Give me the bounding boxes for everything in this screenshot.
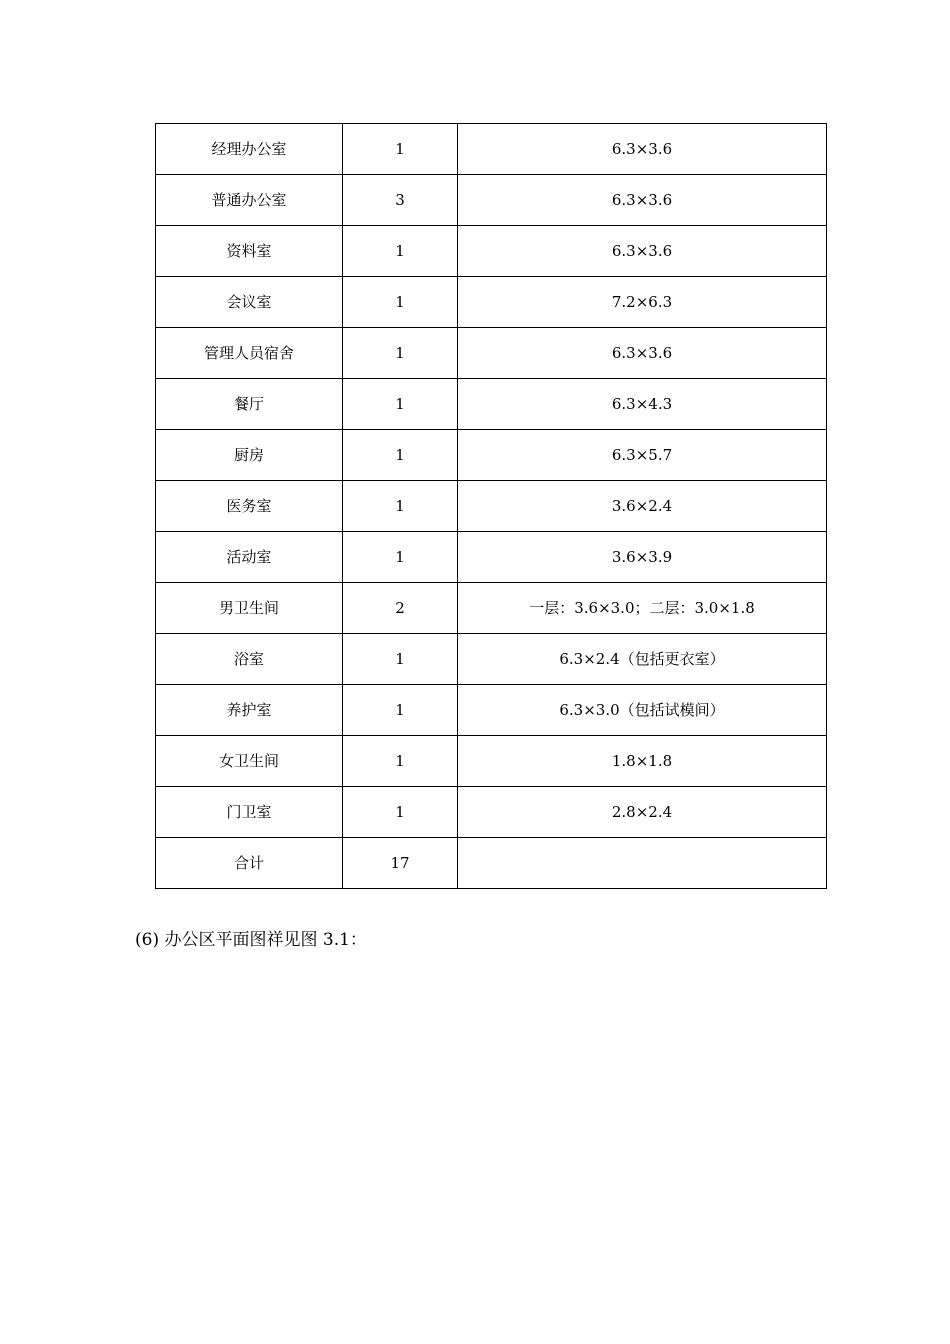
table-row [156,787,827,838]
table-row [156,583,827,634]
table-row [156,481,827,532]
table-row [156,124,827,175]
room-count-cell: 1 [343,328,458,379]
total-label-cell: 合计 [156,838,343,889]
room-name-cell: 医务室 [156,481,343,532]
room-size-cell: 2.8×2.4 [458,787,827,838]
room-name-cell: 普通办公室 [156,175,343,226]
section-caption: (6) 办公区平面图祥见图 3.1： [135,930,367,950]
table-row [156,685,827,736]
room-name-cell: 厨房 [156,430,343,481]
room-name-cell: 女卫生间 [156,736,343,787]
room-name-cell: 资料室 [156,226,343,277]
room-size-cell: 6.3×3.0（包括试模间） [458,685,827,736]
room-count-cell: 1 [343,226,458,277]
room-count-cell: 1 [343,379,458,430]
room-count-cell: 1 [343,532,458,583]
room-count-cell: 1 [343,430,458,481]
room-size-cell: 3.6×2.4 [458,481,827,532]
room-name-cell: 男卫生间 [156,583,343,634]
room-count-cell: 1 [343,685,458,736]
room-name-cell: 门卫室 [156,787,343,838]
room-size-cell: 3.6×3.9 [458,532,827,583]
room-name-cell: 经理办公室 [156,124,343,175]
room-name-cell: 养护室 [156,685,343,736]
room-count-cell: 1 [343,787,458,838]
table-row [156,430,827,481]
table-row [156,226,827,277]
room-size-cell: 7.2×6.3 [458,277,827,328]
room-size-cell: 6.3×4.3 [458,379,827,430]
room-table [155,123,827,889]
room-size-cell: 1.8×1.8 [458,736,827,787]
total-count-cell: 17 [343,838,458,889]
room-name-cell: 管理人员宿舍 [156,328,343,379]
room-count-cell: 2 [343,583,458,634]
total-size-cell [458,838,827,889]
table-row [156,328,827,379]
table-row [156,736,827,787]
room-name-cell: 会议室 [156,277,343,328]
total-row [156,838,827,889]
room-name-cell: 浴室 [156,634,343,685]
table-row [156,277,827,328]
room-count-cell: 1 [343,736,458,787]
room-size-cell: 6.3×2.4（包括更衣室） [458,634,827,685]
room-count-cell: 1 [343,124,458,175]
room-size-cell: 6.3×3.6 [458,226,827,277]
table-row [156,634,827,685]
room-count-cell: 3 [343,175,458,226]
table-row [156,379,827,430]
room-size-cell: 6.3×3.6 [458,124,827,175]
table-row [156,532,827,583]
room-size-cell: 6.3×3.6 [458,328,827,379]
room-name-cell: 餐厅 [156,379,343,430]
room-size-cell: 6.3×3.6 [458,175,827,226]
room-count-cell: 1 [343,634,458,685]
room-size-cell: 一层：3.6×3.0；二层：3.0×1.8 [458,583,827,634]
table-row [156,175,827,226]
room-size-cell: 6.3×5.7 [458,430,827,481]
room-count-cell: 1 [343,481,458,532]
room-name-cell: 活动室 [156,532,343,583]
room-count-cell: 1 [343,277,458,328]
